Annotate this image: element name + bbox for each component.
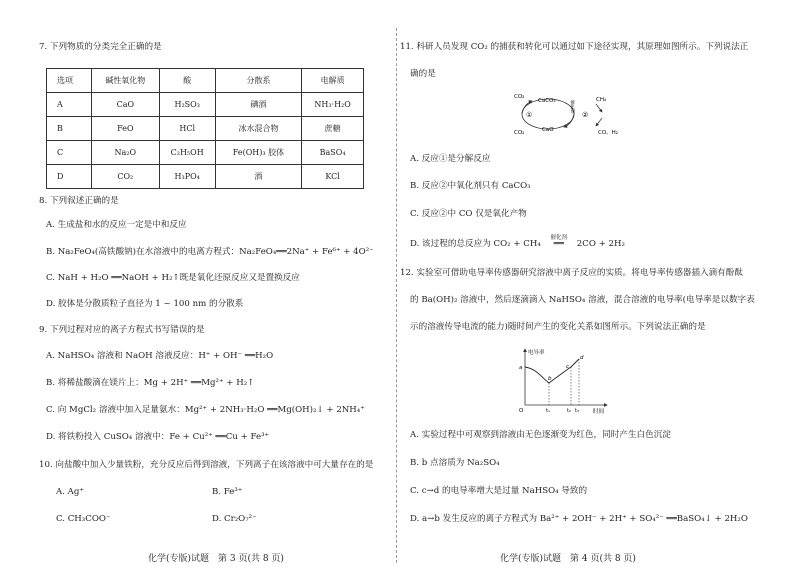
q11-option-a: A. 反应①是分解反应: [410, 154, 491, 164]
caco3-label: CaCO₃: [538, 98, 556, 104]
right-page: [400, 0, 800, 579]
table-cell: A: [47, 93, 92, 117]
y-axis-label: 电导率: [528, 350, 545, 356]
table-row: [47, 117, 364, 141]
q8-option-c: C. NaH + H₂O ══NaOH + H₂↑既是氧化还原反应又是置换反应: [46, 273, 300, 283]
q11-option-d-rhs: 2CO + 2H₂: [576, 239, 625, 249]
table-cell: H₃PO₄: [159, 165, 215, 189]
q11-option-d-lhs: D. 该过程的总反应为 CO₂ + CH₄: [410, 239, 541, 249]
table-row: [47, 141, 364, 165]
table-cell: 蔗糖: [302, 117, 364, 141]
q8-stem: 8. 下列叙述正确的是: [39, 196, 119, 206]
q12-stem-line3: 示的溶液传导电流的能力)随时间产生的变化关系如图所示。下列说法正确的是: [410, 322, 706, 332]
cao-label: CaO: [542, 127, 554, 133]
q8-option-d: D. 胶体是分散质粒子直径为 1 ~ 100 nm 的分散系: [46, 299, 244, 309]
table-cell: 酒: [215, 165, 301, 189]
table-header-cell: 酸: [159, 69, 215, 93]
products-label: CO、H₂: [598, 130, 619, 136]
catalyst-label: 催化剂: [569, 100, 575, 114]
tick-t3: t₃: [575, 408, 579, 414]
table-cell: Na₂O: [92, 141, 160, 165]
origin-label: O: [519, 408, 524, 414]
step1-label: ①: [526, 111, 533, 119]
table-cell: CaO: [92, 93, 160, 117]
table-cell: KCl: [302, 165, 364, 189]
table-header-row: [47, 69, 364, 93]
point-d-label: d: [580, 355, 584, 361]
q7-classification-table: [46, 68, 364, 189]
q12-option-b: B. b 点溶质为 Na₂SO₄: [410, 458, 500, 468]
q9-stem: 9. 下列过程对应的离子方程式书写错误的是: [39, 325, 205, 335]
q10-option-b: B. Fe³⁺: [212, 487, 243, 497]
table-cell: BaSO₄: [302, 141, 364, 165]
table-header-cell: 碱性氧化物: [92, 69, 160, 93]
q12-stem-line2: 的 Ba(OH)₂ 溶液中，然后逐滴滴入 NaHSO₄ 溶液，混合溶液的电导率(电导率是以数字表: [410, 295, 755, 305]
table-cell: H₂SO₃: [159, 93, 215, 117]
table-row: [47, 165, 364, 189]
table-cell: 碘酒: [215, 93, 301, 117]
q12-stem-line1: 12. 实验室可借助电导率传感器研究溶液中离子反应的实质。将电导率传感器插入滴有酚酞: [400, 268, 743, 278]
table-cell: HCl: [159, 117, 215, 141]
point-a-label: a: [519, 365, 523, 371]
page-footer-3: 化学(专版)试题 第 3 页(共 8 页): [148, 554, 284, 564]
table-header-cell: 选项: [47, 69, 92, 93]
table-cell: B: [47, 117, 92, 141]
table-cell: CO₂: [92, 165, 160, 189]
table-cell: FeO: [92, 117, 160, 141]
catalyst-condition: 催化剂: [550, 235, 568, 241]
table-cell: C: [47, 141, 92, 165]
q7-stem: 7. 下列物质的分类完全正确的是: [39, 42, 162, 52]
q10-option-c: C. CH₃COO⁻: [56, 514, 111, 524]
tick-t1: t₁: [546, 408, 550, 414]
q10-option-a: A. Ag⁺: [56, 487, 84, 497]
q11-option-d: [410, 235, 625, 250]
tick-t2: t₂: [567, 408, 571, 414]
table-cell: Fe(OH)₃ 胶体: [215, 141, 301, 165]
catalyst-arrow: 催化剂 ══: [541, 239, 577, 250]
table-row: [47, 93, 364, 117]
step2-label: ②: [582, 111, 589, 119]
table-cell: C₂H₅OH: [159, 141, 215, 165]
q8-option-a: A. 生成盐和水的反应一定是中和反应: [46, 220, 187, 230]
q12-option-a: A. 实验过程中可观察到溶液由无色逐渐变为红色，同时产生白色沉淀: [410, 430, 671, 440]
point-b-label: b: [548, 376, 552, 382]
q12-option-c: C. c→d 的电导率增大是过量 NaHSO₄ 导致的: [410, 486, 588, 496]
table-header-cell: 分散系: [215, 69, 301, 93]
table-cell: D: [47, 165, 92, 189]
left-page: [0, 0, 390, 579]
q10-option-d: D. Cr₂O₇²⁻: [212, 514, 257, 524]
q9-option-b: B. 将稀盐酸滴在镁片上：Mg + 2H⁺ ══Mg²⁺ + H₂↑: [46, 378, 255, 388]
q8-option-b: B. Na₂FeO₄(高铁酸钠)在水溶液中的电离方程式：Na₂FeO₄══2Na⁺ + Fe⁶⁺ + 4O²⁻: [46, 247, 374, 257]
co2-conversion-cycle-diagram: [512, 90, 632, 138]
conductivity-vs-time-chart: [515, 345, 615, 415]
table-cell: NH₃·H₂O: [302, 93, 364, 117]
q9-option-d: D. 将铁粉投入 CuSO₄ 溶液中：Fe + Cu²⁺ ══Cu + Fe³⁺: [46, 432, 270, 442]
table-cell: 冰水混合物: [215, 117, 301, 141]
q11-option-b: B. 反应②中氧化剂只有 CaCO₃: [410, 181, 531, 191]
point-c-label: c: [566, 364, 570, 370]
q11-stem-line1: 11. 科研人员发现 CO₂ 的捕获和转化可以通过如下途径实现，其原理如图所示。下列说法正: [400, 42, 749, 52]
q9-option-c: C. 向 MgCl₂ 溶液中加入足量氨水：Mg²⁺ + 2NH₃·H₂O ══Mg(OH)₂↓ + 2NH₄⁺: [46, 405, 365, 415]
co2-out-label: CO₂: [514, 130, 525, 136]
x-axis-label: 时间: [593, 409, 605, 415]
q12-option-d: D. a→b 发生反应的离子方程式为 Ba²⁺ + 2OH⁻ + 2H⁺ + SO₄²⁻ ══BaSO₄↓ + 2H₂O: [410, 514, 748, 524]
table-header-cell: 电解质: [302, 69, 364, 93]
q11-option-c: C. 反应②中 CO 仅是氧化产物: [410, 209, 527, 219]
page-divider: [396, 28, 397, 563]
q11-stem-line2: 确的是: [410, 69, 436, 79]
q9-option-a: A. NaHSO₄ 溶液和 NaOH 溶液反应：H⁺ + OH⁻ ══H₂O: [46, 351, 274, 361]
co2-in-label: CO₂: [514, 94, 525, 100]
page-footer-4: 化学(专版)试题 第 4 页(共 8 页): [500, 554, 636, 564]
q10-stem: 10. 向盐酸中加入少量铁粉，充分反应后得到溶液，下列离子在该溶液中可大量存在的是: [39, 460, 374, 470]
ch4-label: CH₄: [596, 97, 607, 103]
